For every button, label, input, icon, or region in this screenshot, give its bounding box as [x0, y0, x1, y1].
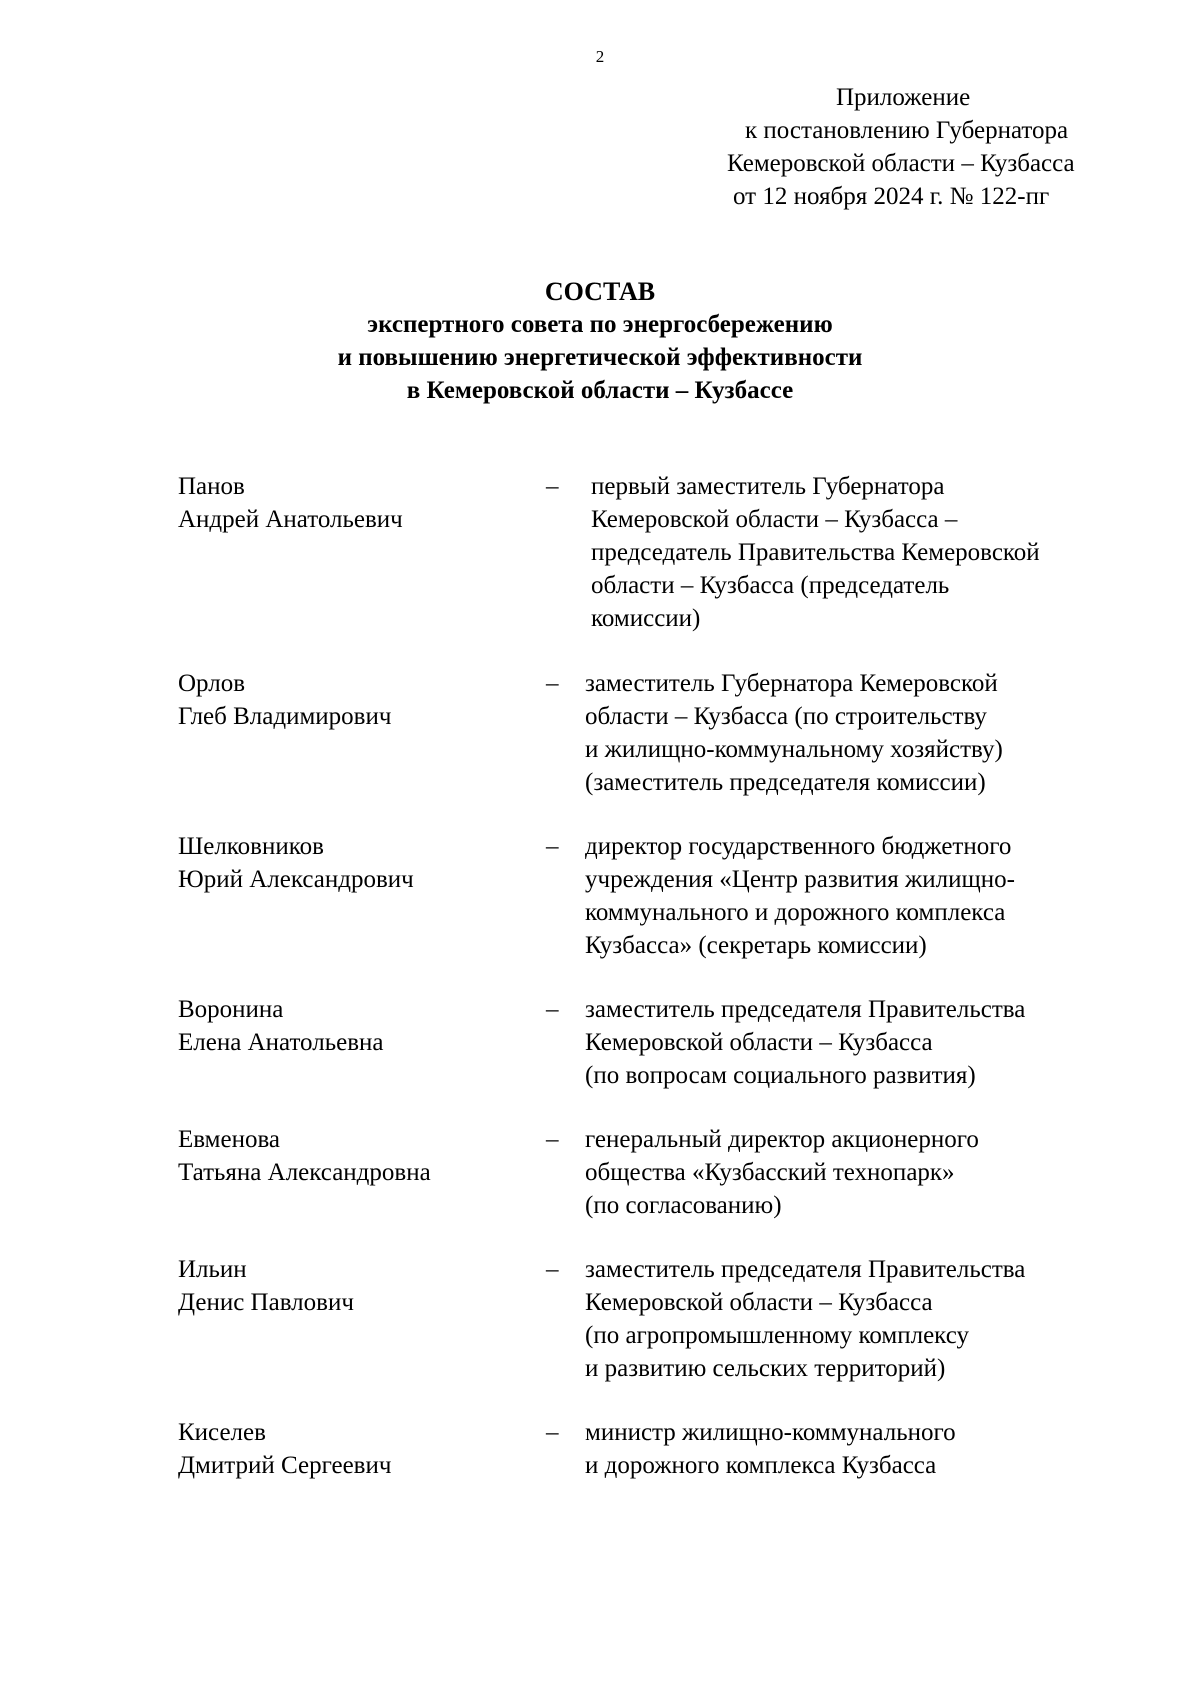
member-position-line: общества «Кузбасский технопарк»: [585, 1159, 955, 1186]
member-position-line: заместитель председателя Правительства: [585, 1256, 1026, 1283]
title-line-1: экспертного совета по энергосбережению: [367, 311, 833, 338]
member-position-line: области – Кузбасса (по строительству: [585, 703, 987, 730]
member-position-line: комиссии): [591, 605, 701, 632]
member-given-names: Андрей Анатольевич: [178, 506, 403, 533]
member-given-names: Елена Анатольевна: [178, 1029, 384, 1056]
member-position-line: (по согласованию): [585, 1192, 782, 1219]
appendix-header: [668, 81, 1098, 213]
member-given-names: Дмитрий Сергеевич: [178, 1452, 392, 1479]
member-position-line: генеральный директор акционерного: [585, 1126, 979, 1153]
member-dash: –: [546, 473, 559, 500]
title-main: СОСТАВ: [544, 277, 656, 306]
member-position-line: заместитель председателя Правительства: [585, 996, 1026, 1023]
member-dash: –: [546, 996, 559, 1023]
member-position-line: учреждения «Центр развития жилищно-: [585, 866, 1015, 893]
member-position-line: директор государственного бюджетного: [585, 833, 1012, 860]
title-line-3: в Кемеровской области – Кузбассе: [406, 377, 794, 404]
member-surname: Шелковников: [178, 833, 324, 860]
member-position-line: и дорожного комплекса Кузбасса: [585, 1452, 937, 1479]
member-position-line: и жилищно-коммунальному хозяйству): [585, 736, 1003, 763]
member-dash: –: [546, 1256, 559, 1283]
member-given-names: Татьяна Александровна: [178, 1159, 431, 1186]
member-position-line: председатель Правительства Кемеровской: [591, 539, 1040, 566]
member-surname: Евменова: [178, 1126, 281, 1153]
member-name: [178, 1123, 538, 1189]
member-surname: Орлов: [178, 670, 246, 697]
member-position: [585, 830, 1125, 962]
member-dash: –: [546, 833, 559, 860]
page-number: 2: [595, 47, 605, 66]
member-surname: Воронина: [178, 996, 284, 1023]
title-line-2: и повышению энергетической эффективности: [337, 344, 863, 371]
member-position-line: Кемеровской области – Кузбасса: [585, 1029, 933, 1056]
member-position-line: (по агропромышленному комплексу: [585, 1322, 969, 1349]
member-dash: –: [546, 670, 559, 697]
member-given-names: Денис Павлович: [178, 1289, 354, 1316]
member-name: [178, 667, 538, 733]
member-position-line: Кемеровской области – Кузбасса –: [591, 506, 958, 533]
member-position-line: Кемеровской области – Кузбасса: [585, 1289, 933, 1316]
appendix-reference: к постановлению Губернатора: [745, 117, 1069, 144]
member-position-line: (по вопросам социального развития): [585, 1062, 976, 1089]
member-position: [585, 993, 1125, 1092]
member-position: [585, 667, 1125, 799]
member-name: [178, 470, 538, 536]
member-position-line: министр жилищно-коммунального: [585, 1419, 956, 1446]
member-position-line: заместитель Губернатора Кемеровской: [585, 670, 998, 697]
member-position-line: Кузбасса» (секретарь комиссии): [585, 932, 927, 959]
appendix-title: Приложение: [836, 84, 971, 111]
member-dash: –: [546, 1419, 559, 1446]
member-position-line: и развитию сельских территорий): [585, 1355, 946, 1382]
member-given-names: Глеб Владимирович: [178, 703, 392, 730]
member-surname: Ильин: [178, 1256, 247, 1283]
member-position: [585, 1416, 1125, 1482]
appendix-date-number: от 12 ноября 2024 г. № 122-пг: [733, 183, 1050, 210]
member-position-line: первый заместитель Губернатора: [591, 473, 945, 500]
member-name: [178, 1253, 538, 1319]
member-position-line: области – Кузбасса (председатель: [591, 572, 950, 599]
appendix-region: Кемеровской области – Кузбасса: [727, 150, 1075, 177]
member-surname: Киселев: [178, 1419, 266, 1446]
member-position: [585, 1253, 1125, 1385]
member-position-line: коммунального и дорожного комплекса: [585, 899, 1006, 926]
member-position: [585, 1123, 1125, 1222]
member-name: [178, 993, 538, 1059]
member-name: [178, 830, 538, 896]
member-name: [178, 1416, 538, 1482]
member-surname: Панов: [178, 473, 245, 500]
member-given-names: Юрий Александрович: [178, 866, 414, 893]
member-dash: –: [546, 1126, 559, 1153]
member-position-line: (заместитель председателя комиссии): [585, 769, 986, 796]
member-position: [591, 470, 1131, 635]
document-title: [0, 275, 1200, 407]
